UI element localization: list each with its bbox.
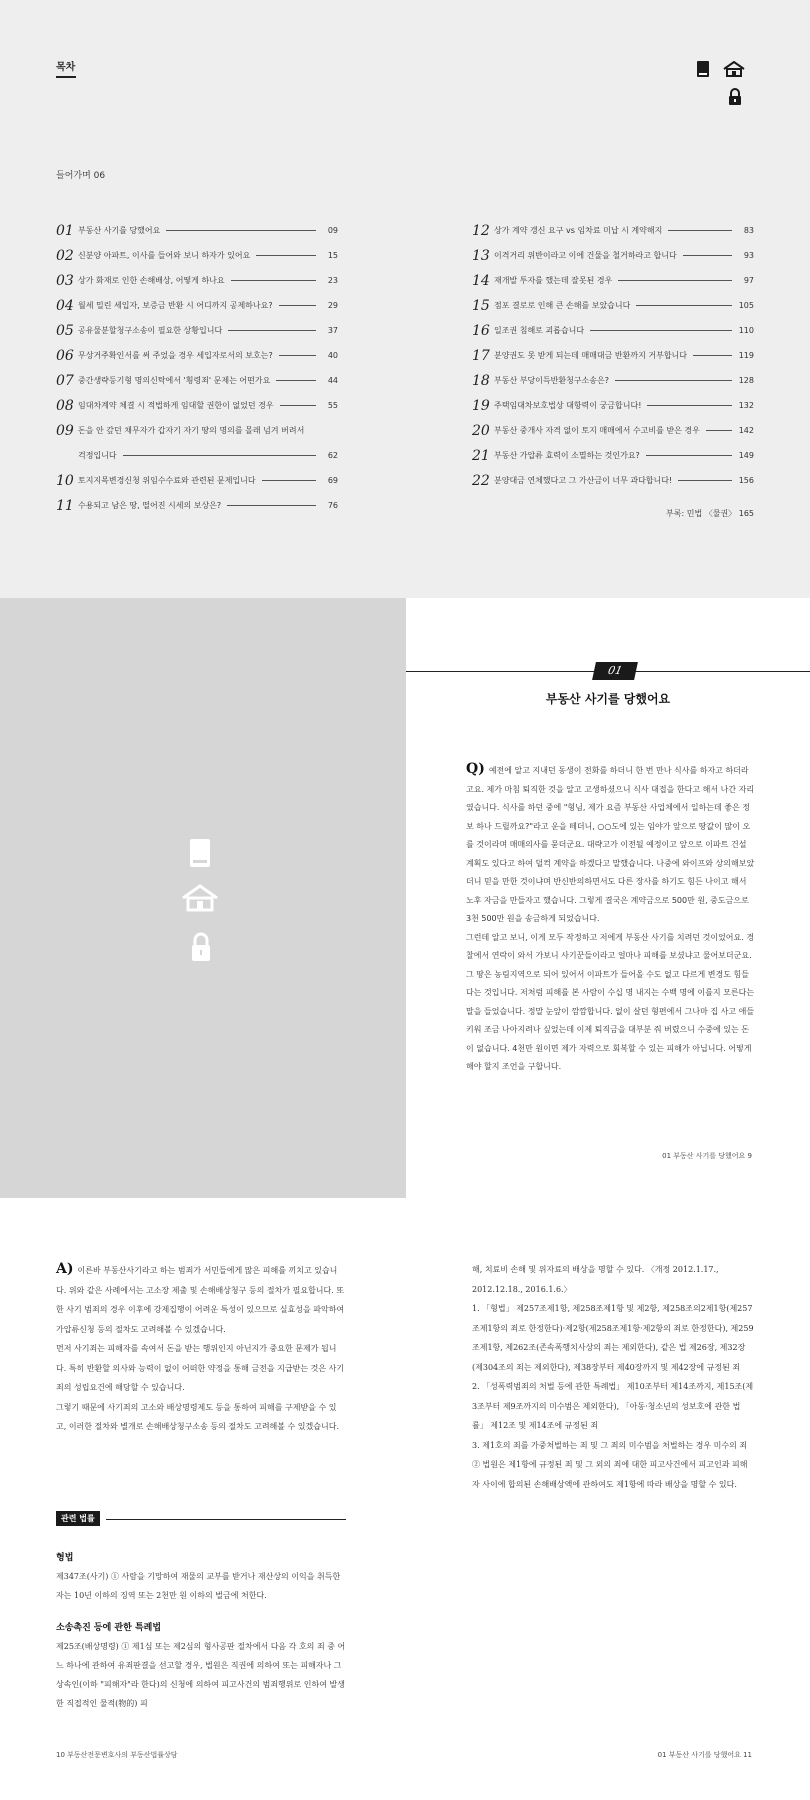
toc-left-column xyxy=(56,218,338,518)
toc-entry-page: 23 xyxy=(327,276,338,285)
toc-entry-page: 97 xyxy=(743,276,754,285)
law-paragraph: 1. 「형법」 제257조제1항, 제258조제1항 및 제2항, 제258조의2제1항(제257조제1항의 죄로 한정한다)·제2항(제258조제1항·제2항의 죄로 한정한다), 제259조제1항, 제262조(존속폭행치사상의 죄는 제외한다), 같은 법 제26장, 제32장(제304조의 죄는 제외한다), 제38장부터 제40장까지 및 제42장에 규정된 죄 xyxy=(472,1304,754,1372)
toc-entry[interactable] xyxy=(56,393,338,418)
question-paragraph: 그런데 알고 보니, 이게 모두 작정하고 저에게 부동산 사기를 치려던 것이었어요. 경찰에서 연락이 와서 가보니 사기꾼들이라고 얼마나 피해를 보셨냐고 물어보더군요. 그 땅은 농림지역으로 되어 있어서 이파트가 들어올 수도 없고 다르게 변경도 힘들다는 것입니다. 저처럼 피해를 본 사람이 수십 명 내지는 수백 명에 이를지 모른다는 말을 들었습니다. 정말 눈앞이 깜깜합니다. 없이 살던 형편에서 그나마 집 사고 애들 키워 조금 나아지려나 싶었는데 이제 퇴직금을 대부분 줘 버렸으니 수중에 있는 돈이 없습니다. 4천만 원이면 제가 자력으로 회복할 수 있는 피해가 아닙니다. 어떻게 해야 할지 조언을 구합니다. xyxy=(466,932,755,1071)
toc-entry-page: 15 xyxy=(327,251,338,260)
toc-entry-title: 부동산 부당이득반환청구소송은? xyxy=(494,376,609,385)
toc-entry-page: 156 xyxy=(738,476,754,485)
toc-entry-page: 149 xyxy=(738,451,754,460)
toc-entry-number: 13 xyxy=(472,247,490,264)
book-icon xyxy=(188,838,212,868)
toc-leader xyxy=(636,305,732,306)
toc-entry-title: 재개발 투자를 했는데 잘못된 경우 xyxy=(494,276,613,285)
toc-entry-title: 중간생략등기형 명의신탁에서 '횡령죄' 문제는 어떤가요 xyxy=(78,376,271,385)
toc-leader xyxy=(647,405,732,406)
toc-entry-number: 17 xyxy=(472,347,490,364)
question-mark-label: Q) xyxy=(466,761,485,777)
toc-entry-page: 37 xyxy=(327,326,338,335)
law-text: 제25조(배상명령) ① 제1심 또는 제2심의 형사공판 절차에서 다음 각 호의 죄 중 어느 하나에 관하여 유죄판결을 선고할 경우, 법원은 직권에 의하여 또는 피해자나 그 상속인(이하 "피해자"라 한다)의 신청에 의하여 피고사건의 범죄행위로 인하여 발생한 직접적인 물적(物的) 피 xyxy=(56,1642,346,1708)
toc-entry[interactable] xyxy=(472,418,754,443)
toc-entry-title: 신분양 아파트, 이사를 들어와 보니 하자가 있어요 xyxy=(78,251,251,260)
toc-entry-title: 토지지목변경신청 위임수수료와 관련된 문제입니다 xyxy=(78,476,256,485)
toc-leader xyxy=(646,455,732,456)
toc-entry-title: 이격거리 위반이라고 이에 건물을 철거하라고 합니다 xyxy=(494,251,677,260)
toc-entry[interactable] xyxy=(472,368,754,393)
toc-entry[interactable] xyxy=(56,243,338,268)
toc-entry-page: 142 xyxy=(738,426,754,435)
toc-entry-title: 부동산 가압류 효력이 소멸하는 것인가요? xyxy=(494,451,640,460)
toc-entry-title: 임대차계약 체결 시 적법하게 임대할 권한이 없었던 경우 xyxy=(78,401,274,410)
toc-leader xyxy=(256,255,316,256)
toc-leader xyxy=(228,330,316,331)
toc-entry[interactable] xyxy=(472,218,754,243)
toc-entry[interactable] xyxy=(56,318,338,343)
toc-entry[interactable] xyxy=(472,343,754,368)
toc-entry-number: 19 xyxy=(472,397,490,414)
law-continuation xyxy=(472,1260,754,1494)
page-footer: 01 부동산 사기를 당했어요 9 xyxy=(662,1152,752,1160)
house-icon xyxy=(722,61,746,77)
toc-appendix[interactable]: 부록: 민법 〈물권〉 165 xyxy=(666,509,754,518)
law-block-litigation xyxy=(56,1620,346,1713)
toc-leader xyxy=(615,380,732,381)
related-law-header xyxy=(56,1511,346,1527)
toc-leader xyxy=(668,230,732,231)
toc-entry-page: 110 xyxy=(738,326,754,335)
page-footer-left: 10 부동산전문변호사의 부동산법률상담 xyxy=(56,1751,178,1759)
toc-entry-number: 11 xyxy=(56,497,74,514)
toc-entry[interactable] xyxy=(56,218,338,243)
toc-heading: 목차 xyxy=(56,62,76,73)
toc-entry-title: 일조권 침해로 괴롭습니다 xyxy=(494,326,585,335)
toc-entry-number: 21 xyxy=(472,447,490,464)
toc-entry[interactable] xyxy=(56,268,338,293)
answer-paragraph: 먼저 사기죄는 피해자를 속여서 돈을 받는 행위인지 아닌지가 중요한 문제가 됩니다. 특히 반환할 의사와 능력이 없이 어떠한 약정을 통해 금전을 지급받는 것은 사기죄의 성립요건에 해당할 수 있습니다. xyxy=(56,1344,345,1392)
toc-entry-title: 부동산 중개사 자격 없이 토지 매매에서 수고비를 받은 경우 xyxy=(494,426,700,435)
toc-entry[interactable] xyxy=(472,243,754,268)
toc-right-column xyxy=(472,218,754,493)
toc-entry-page: 132 xyxy=(738,401,754,410)
toc-entry-number: 04 xyxy=(56,297,74,314)
answer-mark-label: A) xyxy=(56,1261,74,1277)
page-footer-right: 01 부동산 사기를 당했어요 11 xyxy=(657,1751,752,1759)
toc-leader xyxy=(279,305,316,306)
toc-leader xyxy=(276,380,316,381)
chapter-number-badge: 01 xyxy=(592,662,638,680)
toc-entry-page: 40 xyxy=(327,351,338,360)
toc-leader xyxy=(231,280,316,281)
answer-paragraph xyxy=(56,1260,346,1339)
answer-text: 이른바 부동산사기라고 하는 범죄가 서민들에게 많은 피해를 끼치고 있습니다. 위와 같은 사례에서는 고소장 제출 및 손해배상청구 등의 절차가 필요합니다. 또한 사기 범죄의 경우 이후에 강제집행이 어려운 특성이 있으므로 실효성을 파악하여 가압류신청 등의 절차도 고려해볼 수 있겠습니다. xyxy=(56,1266,345,1334)
question-paragraph xyxy=(466,760,756,929)
question-text: 예전에 알고 지내던 동생이 전화를 하더니 한 번 만나 식사를 하자고 하더라고요. 제가 마침 퇴직한 것을 알고 고생하셨으니 식사 대접을 한다고 해서 나간 자리였습니다. 식사를 하던 중에 "형님, 제가 요즘 부동산 사업체에서 일하는데 좋은 정보 하나 드릴까요?"라고 운을 떼더니, ○○도에 있는 임야가 앞으로 땅값이 많이 오를 것이라며 매매의사를 묻더군요. 대략고가 이전될 예정이고 앞으로 이파트 건설 계획도 있다고 하여 덜컥 계약을 하겠다고 말했습니다. 나중에 와이프와 상의해보았더니 믿을 만한 것이냐며 반신반의하면서도 다른 장사를 하기도 힘든 나이고 해서 노후 자금을 만들자고 했습니다. 그렇게 결국은 계약금으로 500만 원, 중도금으로 3천 500만 원을 송금하게 되었습니다. xyxy=(466,766,755,923)
toc-entry-number: 03 xyxy=(56,272,74,289)
toc-entry[interactable] xyxy=(472,293,754,318)
toc-entry-continued[interactable] xyxy=(56,443,338,468)
toc-leader xyxy=(227,505,316,506)
toc-entry-page: 69 xyxy=(327,476,338,485)
toc-entry-page: 128 xyxy=(738,376,754,385)
toc-leader xyxy=(678,480,732,481)
table-of-contents xyxy=(0,0,810,598)
toc-leader xyxy=(683,255,732,256)
toc-leader xyxy=(280,405,316,406)
toc-leader xyxy=(590,330,732,331)
answer-spread xyxy=(0,1198,810,1800)
toc-icon-group xyxy=(692,60,752,112)
toc-entry[interactable] xyxy=(56,343,338,368)
toc-entry-number: 09 xyxy=(56,422,74,439)
related-law-label: 관련 법률 xyxy=(56,1511,100,1526)
toc-leader xyxy=(279,355,316,356)
law-text: 제347조(사기) ① 사람을 기망하여 재물의 교부를 받거나 재산상의 이익을 취득한 자는 10년 이하의 징역 또는 2천만 원 이하의 벌금에 처한다. xyxy=(56,1572,341,1600)
toc-leader xyxy=(618,280,732,281)
toc-entry-number: 15 xyxy=(472,297,490,314)
toc-entry-title: 수용되고 남은 땅, 떨어진 시세의 보상은? xyxy=(78,501,222,510)
law-name: 소송촉진 등에 관한 특례법 xyxy=(56,1623,162,1633)
toc-entry-title: 월세 밀린 세입자, 보증금 반환 시 어디까지 공제하나요? xyxy=(78,301,273,310)
chapter-cover-panel xyxy=(0,598,406,1198)
toc-intro: 들어가며 06 xyxy=(56,171,106,181)
toc-entry-page: 105 xyxy=(738,301,754,310)
toc-entry[interactable] xyxy=(472,268,754,293)
toc-entry-number: 22 xyxy=(472,472,490,489)
toc-entry-number: 10 xyxy=(56,472,74,489)
toc-entry-title: 분양대금 연체했다고 그 가산금이 너무 과다합니다! xyxy=(494,476,673,485)
house-icon xyxy=(180,884,220,912)
toc-entry-page: 09 xyxy=(327,226,338,235)
related-law-rule xyxy=(106,1519,346,1520)
toc-entry-number: 12 xyxy=(472,222,490,239)
lock-icon xyxy=(190,932,212,962)
toc-entry-title: 걱정입니다 xyxy=(78,451,117,460)
toc-entry-page: 93 xyxy=(743,251,754,260)
toc-entry-number: 08 xyxy=(56,397,74,414)
toc-entry[interactable] xyxy=(56,418,338,443)
toc-entry-number: 16 xyxy=(472,322,490,339)
toc-entry-page: 119 xyxy=(738,351,754,360)
toc-entry-number: 01 xyxy=(56,222,74,239)
toc-entry-title: 공유물분할청구소송이 필요한 상황입니다 xyxy=(78,326,223,335)
toc-entry-title: 무상거주확인서를 써 주었을 경우 세입자로서의 보호는? xyxy=(78,351,273,360)
answer-paragraph: 그렇기 때문에 사기죄의 고소와 배상명령제도 등을 통하여 피해를 구제받을 수 있고, 이러한 절차와 별개로 손해배상청구소송 등의 절차도 고려해볼 수 있겠습니다. xyxy=(56,1402,339,1431)
toc-leader xyxy=(262,480,316,481)
toc-entry[interactable] xyxy=(472,468,754,493)
law-paragraph: 3. 제1호의 죄를 가중처벌하는 죄 및 그 죄의 미수범을 처벌하는 경우 미수의 죄 xyxy=(472,1440,748,1450)
toc-entry-title: 상가 계약 갱신 요구 vs 임차료 미납 시 계약해지 xyxy=(494,226,663,235)
toc-entry[interactable] xyxy=(56,293,338,318)
toc-entry-number: 02 xyxy=(56,247,74,264)
toc-leader xyxy=(706,430,732,431)
toc-entry-page: 83 xyxy=(743,226,754,235)
toc-entry-number: 07 xyxy=(56,372,74,389)
toc-entry-number: 18 xyxy=(472,372,490,389)
toc-entry-title: 상가 화재로 인한 손해배상, 어떻게 하나요 xyxy=(78,276,225,285)
toc-leader xyxy=(166,230,316,231)
law-name: 형법 xyxy=(56,1553,74,1563)
toc-entry-page: 29 xyxy=(327,301,338,310)
toc-heading-underline xyxy=(56,76,76,78)
toc-entry[interactable] xyxy=(56,468,338,493)
lock-icon xyxy=(728,88,742,106)
law-paragraph: ② 법원은 제1항에 규정된 죄 및 그 외의 죄에 대한 피고사건에서 피고인과 피해자 사이에 합의된 손해배상액에 관하여도 제1항에 따라 배상을 명할 수 있다. xyxy=(472,1460,748,1489)
toc-entry-page: 55 xyxy=(327,401,338,410)
toc-entry-number: 14 xyxy=(472,272,490,289)
toc-entry-page: 62 xyxy=(327,451,338,460)
law-block-criminal xyxy=(56,1550,346,1605)
toc-entry-title: 돈을 안 갚던 채무자가 갑자기 자기 땅의 명의를 몰래 넘겨 버려서 xyxy=(78,426,305,435)
toc-entry[interactable] xyxy=(472,393,754,418)
toc-entry-title: 부동산 사기를 당했어요 xyxy=(78,226,161,235)
chapter-question-page xyxy=(406,598,810,1198)
book-icon xyxy=(696,60,710,78)
toc-leader xyxy=(123,455,316,456)
toc-entry[interactable] xyxy=(56,493,338,518)
law-paragraph: 해, 치료비 손해 및 위자료의 배상을 명할 수 있다. 〈개정 2012.1.17., 2012.12.18., 2016.1.6.〉 xyxy=(472,1265,719,1294)
chapter-title: 부동산 사기를 당했어요 xyxy=(545,692,671,706)
toc-leader xyxy=(693,355,732,356)
toc-entry-number: 05 xyxy=(56,322,74,339)
toc-entry-page: 44 xyxy=(327,376,338,385)
toc-entry-page: 76 xyxy=(327,501,338,510)
toc-entry-title: 분양권도 못 받게 되는데 매매대금 반환까지 거부합니다 xyxy=(494,351,687,360)
chapter-icon-stack xyxy=(180,838,220,968)
question-body xyxy=(466,760,756,1077)
toc-entry[interactable] xyxy=(472,318,754,343)
toc-entry-title: 주택임대차보호법상 대항력이 궁금합니다! xyxy=(494,401,642,410)
toc-entry-title: 점포 결로로 인해 큰 손해를 보았습니다 xyxy=(494,301,631,310)
toc-entry-number: 06 xyxy=(56,347,74,364)
toc-entry[interactable] xyxy=(56,368,338,393)
toc-entry[interactable] xyxy=(472,443,754,468)
toc-entry-number: 20 xyxy=(472,422,490,439)
answer-body xyxy=(56,1260,346,1437)
law-paragraph: 2. 「성폭력범죄의 처벌 등에 관한 특례법」 제10조부터 제14조까지, 제15조(제3조부터 제9조까지의 미수범은 제외한다), 「아동·청소년의 성보호에 관한 법률」 제12조 및 제14조에 규정된 죄 xyxy=(472,1382,754,1430)
